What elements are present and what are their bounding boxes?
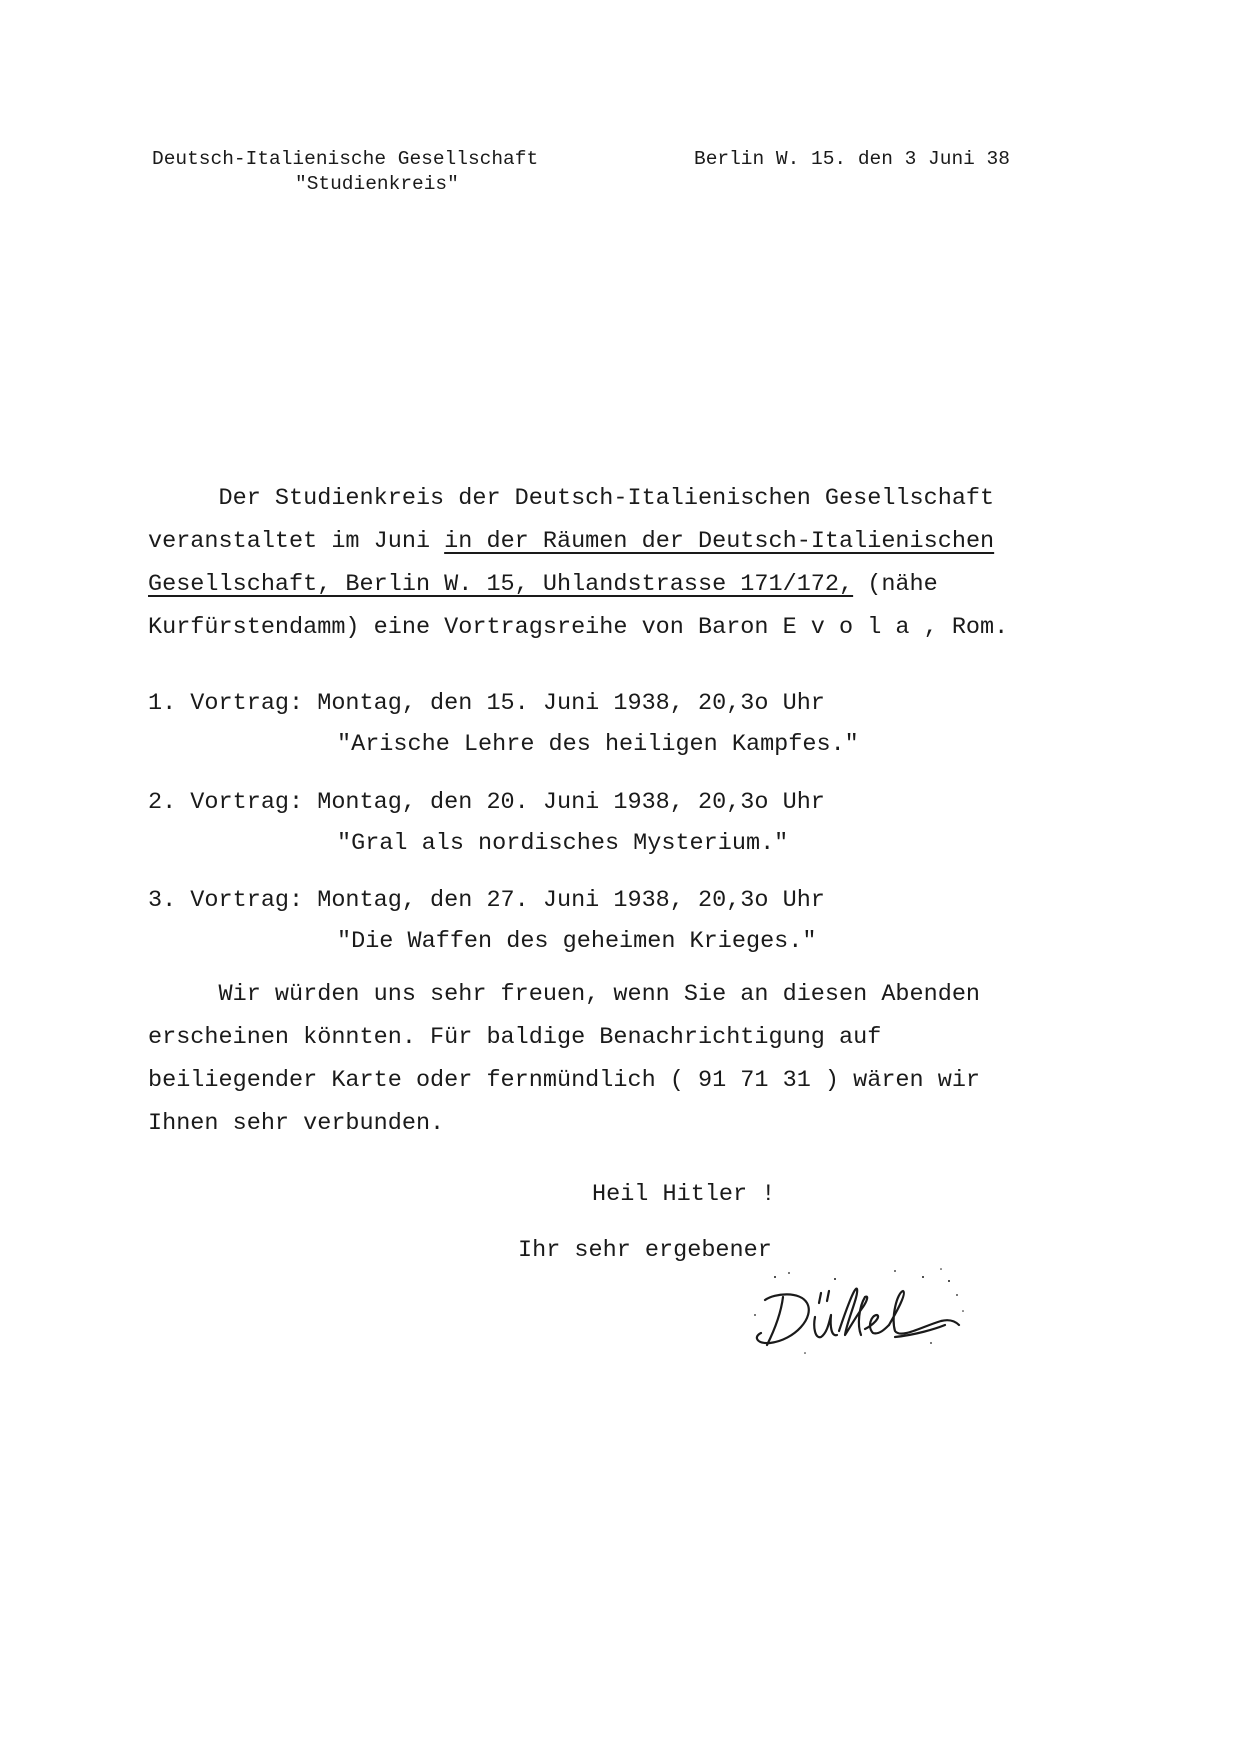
intro-line: Der Studienkreis der Deutsch-Italienischen Gesellschaft [148, 485, 995, 512]
request-line: erscheinen könnten. Für baldige Benachrichtigung auf [148, 1024, 882, 1051]
intro-line [148, 563, 1088, 606]
lecture-item [148, 683, 1088, 765]
lecture-heading: 1. Vortrag: Montag, den 15. Juni 1938, 20,3o Uhr [148, 690, 825, 717]
intro-line [148, 520, 1088, 563]
lecture-heading: 3. Vortrag: Montag, den 27. Juni 1938, 20,3o Uhr [148, 887, 825, 914]
closing-valediction: Ihr sehr ergebener [518, 1237, 772, 1264]
request-line: Ihnen sehr verbunden. [148, 1110, 445, 1137]
place-and-date: Berlin W. 15. den 3 Juni 38 [694, 148, 1010, 170]
lecture-title: "Gral als nordisches Mysterium." [337, 830, 789, 857]
intro-line: Kurfürstendamm) eine Vortragsreihe von Baron E v o l a , Rom. [148, 614, 1009, 641]
venue-underlined: in der Räumen der Deutsch-Italienischen [444, 528, 995, 555]
request-line: beiliegender Karte oder fernmündlich ( 91 71 31 ) wären wir [148, 1067, 981, 1094]
closing-greeting: Heil Hitler ! [592, 1181, 776, 1208]
intro-text: veranstaltet im Juni [148, 528, 445, 555]
lecture-heading: 2. Vortrag: Montag, den 20. Juni 1938, 20,3o Uhr [148, 789, 825, 816]
organization-name: Deutsch-Italienische Gesellschaft [152, 148, 539, 170]
lecture-title: "Die Waffen des geheimen Krieges." [337, 928, 817, 955]
request-line: Wir würden uns sehr freuen, wenn Sie an diesen Abenden [148, 981, 981, 1008]
handwritten-signature [745, 1255, 975, 1365]
lecture-item [148, 782, 1088, 864]
organization-subtitle: "Studienkreis" [295, 173, 459, 195]
venue-underlined: Gesellschaft, Berlin W. 15, Uhlandstrasse 171/172, [148, 571, 854, 598]
lecture-item [148, 880, 1088, 962]
intro-text: (nähe [853, 571, 938, 598]
request-paragraph [148, 973, 1088, 1145]
intro-paragraph [148, 477, 1088, 649]
lecture-title: "Arische Lehre des heiligen Kampfes." [337, 731, 859, 758]
